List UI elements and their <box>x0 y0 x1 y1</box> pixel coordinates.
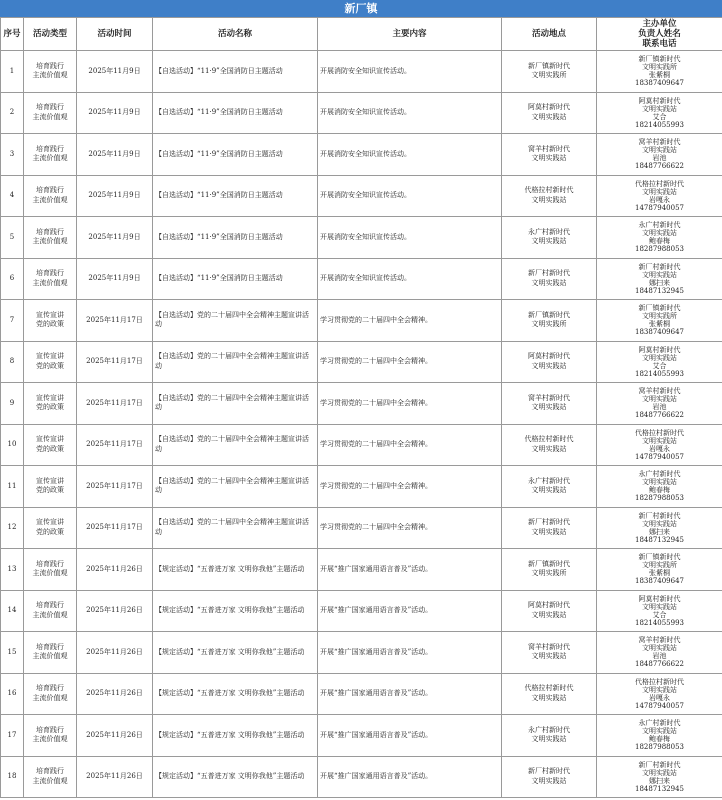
contact-person: 娜扫来 <box>649 527 670 536</box>
contact-phone: 18287988053 <box>635 743 684 752</box>
activity-name: 【规定活动】“五普进万家 文明你我他”主题活动 <box>153 632 318 674</box>
organizer-unit: 阿莫村新时代 <box>638 96 681 105</box>
activity-place: 新厂村新时代 文明实践站 <box>502 756 597 798</box>
table-row <box>1 341 722 383</box>
header-place: 活动地点 <box>502 18 597 51</box>
activity-date: 2025年11月9日 <box>77 175 153 217</box>
activity-type: 宣传宣讲 党的政策 <box>24 341 77 383</box>
row-number: 18 <box>1 756 24 798</box>
activity-type: 培育践行 主流价值观 <box>24 549 77 591</box>
activity-content: 学习贯彻党的二十届四中全会精神。 <box>318 424 502 466</box>
contact-person: 鲍春梅 <box>649 735 670 744</box>
activity-name: 【规定活动】“五普进万家 文明你我他”主题活动 <box>153 715 318 757</box>
header-name: 活动名称 <box>153 18 318 51</box>
activity-name: 【自选活动】党的二十届四中全会精神主题宣讲活动 <box>153 300 318 342</box>
contact-phone: 18487766622 <box>635 411 684 420</box>
contact-phone: 14787940057 <box>635 701 684 710</box>
organizer-unit: 代格拉村新时代 <box>635 677 684 686</box>
table-row <box>1 756 722 798</box>
organizer-cell <box>597 175 722 217</box>
organizer-unit: 文明实践站 <box>642 229 677 238</box>
organizer-unit: 文明实践站 <box>642 395 677 404</box>
activity-type: 培育践行 主流价值观 <box>24 92 77 134</box>
organizer-cell <box>597 590 722 632</box>
table-body <box>1 51 722 798</box>
organizer-unit: 新厂镇新时代 <box>638 553 681 562</box>
table-row <box>1 507 722 549</box>
activity-content: 学习贯彻党的二十届四中全会精神。 <box>318 383 502 425</box>
activity-content: 开展“推广国家通用语言普及”活动。 <box>318 549 502 591</box>
organizer-unit: 阿莫村新时代 <box>638 594 681 603</box>
activity-date: 2025年11月26日 <box>77 715 153 757</box>
activity-place: 窝羊村新时代 文明实践站 <box>502 632 597 674</box>
activity-date: 2025年11月17日 <box>77 300 153 342</box>
contact-phone: 18387409647 <box>635 79 684 88</box>
activity-place: 窝羊村新时代 文明实践站 <box>502 383 597 425</box>
organizer-unit: 文明实践站 <box>642 727 677 736</box>
activity-type: 培育践行 主流价值观 <box>24 51 77 93</box>
organizer-unit: 窝羊村新时代 <box>638 138 681 147</box>
activity-content: 开展“推广国家通用语言普及”活动。 <box>318 590 502 632</box>
row-number: 4 <box>1 175 24 217</box>
contact-phone: 18214055993 <box>635 618 684 627</box>
organizer-unit: 文明实践所 <box>642 312 677 321</box>
table-row <box>1 424 722 466</box>
contact-person: 张紫桐 <box>649 320 670 329</box>
table-row <box>1 590 722 632</box>
contact-phone: 18287988053 <box>635 494 684 503</box>
activity-name: 【规定活动】“五普进万家 文明你我他”主题活动 <box>153 590 318 632</box>
activity-table <box>0 17 722 798</box>
activity-date: 2025年11月9日 <box>77 134 153 176</box>
activity-content: 学习贯彻党的二十届四中全会精神。 <box>318 300 502 342</box>
activity-content: 开展“推广国家通用语言普及”活动。 <box>318 632 502 674</box>
activity-type: 培育践行 主流价值观 <box>24 715 77 757</box>
activity-name: 【自选活动】党的二十届四中全会精神主题宣讲活动 <box>153 466 318 508</box>
organizer-cell <box>597 134 722 176</box>
organizer-unit: 新厂村新时代 <box>638 262 681 271</box>
activity-date: 2025年11月17日 <box>77 507 153 549</box>
table-row <box>1 549 722 591</box>
header-row <box>1 18 722 51</box>
activity-date: 2025年11月9日 <box>77 217 153 259</box>
contact-phone: 18387409647 <box>635 577 684 586</box>
activity-date: 2025年11月17日 <box>77 383 153 425</box>
contact-person: 岩池 <box>652 403 667 412</box>
activity-content: 学习贯彻党的二十届四中全会精神。 <box>318 466 502 508</box>
activity-name: 【自选活动】“11·9”全国消防日主题活动 <box>153 258 318 300</box>
header-organizer: 主办单位 负责人姓名 联系电话 <box>597 18 722 51</box>
organizer-unit: 文明实践站 <box>642 353 677 362</box>
activity-content: 开展消防安全知识宣传活动。 <box>318 175 502 217</box>
header-no: 序号 <box>1 18 24 51</box>
organizer-unit: 阿莫村新时代 <box>638 345 681 354</box>
table-row <box>1 51 722 93</box>
contact-person: 艾合 <box>652 112 667 121</box>
organizer-unit: 文明实践站 <box>642 270 677 279</box>
activity-content: 学习贯彻党的二十届四中全会精神。 <box>318 507 502 549</box>
table-row <box>1 715 722 757</box>
organizer-unit: 新厂村新时代 <box>638 511 681 520</box>
organizer-cell <box>597 715 722 757</box>
contact-phone: 18287988053 <box>635 245 684 254</box>
activity-place: 新厂镇新时代 文明实践所 <box>502 51 597 93</box>
activity-name: 【自选活动】党的二十届四中全会精神主题宣讲活动 <box>153 424 318 466</box>
contact-person: 艾合 <box>652 610 667 619</box>
activity-date: 2025年11月26日 <box>77 590 153 632</box>
row-number: 6 <box>1 258 24 300</box>
table-row <box>1 175 722 217</box>
contact-person: 鲍春梅 <box>649 486 670 495</box>
activity-type: 宣传宣讲 党的政策 <box>24 383 77 425</box>
organizer-cell <box>597 756 722 798</box>
organizer-unit: 文明实践所 <box>642 63 677 72</box>
activity-place: 窝羊村新时代 文明实践站 <box>502 134 597 176</box>
organizer-cell <box>597 51 722 93</box>
activity-name: 【规定活动】“五普进万家 文明你我他”主题活动 <box>153 673 318 715</box>
header-content: 主要内容 <box>318 18 502 51</box>
table-row <box>1 383 722 425</box>
table-row <box>1 673 722 715</box>
activity-type: 宣传宣讲 党的政策 <box>24 507 77 549</box>
activity-content: 开展消防安全知识宣传活动。 <box>318 134 502 176</box>
activity-name: 【自选活动】“11·9”全国消防日主题活动 <box>153 175 318 217</box>
header-date: 活动时间 <box>77 18 153 51</box>
contact-phone: 18487132945 <box>635 286 684 295</box>
activity-content: 开展消防安全知识宣传活动。 <box>318 92 502 134</box>
activity-place: 新厂镇新时代 文明实践所 <box>502 300 597 342</box>
activity-place: 代格拉村新时代 文明实践站 <box>502 424 597 466</box>
contact-phone: 18214055993 <box>635 120 684 129</box>
row-number: 11 <box>1 466 24 508</box>
activity-place: 永广村新时代 文明实践站 <box>502 715 597 757</box>
activity-date: 2025年11月17日 <box>77 424 153 466</box>
activity-content: 开展消防安全知识宣传活动。 <box>318 258 502 300</box>
contact-phone: 18487766622 <box>635 660 684 669</box>
activity-date: 2025年11月9日 <box>77 51 153 93</box>
organizer-unit: 文明实践站 <box>642 602 677 611</box>
table-row <box>1 217 722 259</box>
activity-content: 开展“推广国家通用语言普及”活动。 <box>318 715 502 757</box>
activity-name: 【自选活动】“11·9”全国消防日主题活动 <box>153 92 318 134</box>
organizer-unit: 文明实践站 <box>642 104 677 113</box>
contact-person: 鲍春梅 <box>649 237 670 246</box>
activity-place: 阿莫村新时代 文明实践站 <box>502 92 597 134</box>
row-number: 7 <box>1 300 24 342</box>
organizer-cell <box>597 424 722 466</box>
row-number: 9 <box>1 383 24 425</box>
contact-person: 岩池 <box>652 154 667 163</box>
activity-date: 2025年11月9日 <box>77 258 153 300</box>
town-banner: 新厂镇 <box>0 0 722 17</box>
activity-type: 培育践行 主流价值观 <box>24 632 77 674</box>
contact-person: 岩嘎永 <box>649 693 670 702</box>
organizer-cell <box>597 466 722 508</box>
activity-name: 【自选活动】“11·9”全国消防日主题活动 <box>153 217 318 259</box>
organizer-cell <box>597 258 722 300</box>
activity-name: 【自选活动】党的二十届四中全会精神主题宣讲活动 <box>153 507 318 549</box>
row-number: 10 <box>1 424 24 466</box>
row-number: 16 <box>1 673 24 715</box>
table-row <box>1 632 722 674</box>
activity-content: 学习贯彻党的二十届四中全会精神。 <box>318 341 502 383</box>
row-number: 15 <box>1 632 24 674</box>
contact-phone: 14787940057 <box>635 203 684 212</box>
contact-person: 张紫桐 <box>649 71 670 80</box>
activity-content: 开展“推广国家通用语言普及”活动。 <box>318 756 502 798</box>
activity-type: 培育践行 主流价值观 <box>24 175 77 217</box>
contact-person: 艾合 <box>652 361 667 370</box>
activity-type: 培育践行 主流价值观 <box>24 590 77 632</box>
row-number: 3 <box>1 134 24 176</box>
activity-content: 开展消防安全知识宣传活动。 <box>318 217 502 259</box>
organizer-unit: 文明实践站 <box>642 478 677 487</box>
activity-type: 宣传宣讲 党的政策 <box>24 466 77 508</box>
activity-name: 【规定活动】“五普进万家 文明你我他”主题活动 <box>153 549 318 591</box>
organizer-unit: 永广村新时代 <box>638 470 681 479</box>
organizer-cell <box>597 673 722 715</box>
activity-type: 宣传宣讲 党的政策 <box>24 424 77 466</box>
activity-date: 2025年11月17日 <box>77 341 153 383</box>
contact-person: 岩嘎永 <box>649 195 670 204</box>
organizer-cell <box>597 217 722 259</box>
activity-name: 【规定活动】“五普进万家 文明你我他”主题活动 <box>153 756 318 798</box>
contact-person: 娜扫来 <box>649 776 670 785</box>
row-number: 2 <box>1 92 24 134</box>
organizer-unit: 永广村新时代 <box>638 719 681 728</box>
activity-content: 开展“推广国家通用语言普及”活动。 <box>318 673 502 715</box>
contact-person: 张紫桐 <box>649 569 670 578</box>
activity-name: 【自选活动】党的二十届四中全会精神主题宣讲活动 <box>153 341 318 383</box>
organizer-unit: 文明实践站 <box>642 685 677 694</box>
activity-type: 培育践行 主流价值观 <box>24 258 77 300</box>
row-number: 17 <box>1 715 24 757</box>
contact-person: 岩池 <box>652 652 667 661</box>
organizer-cell <box>597 341 722 383</box>
activity-place: 新厂村新时代 文明实践站 <box>502 258 597 300</box>
organizer-unit: 文明实践所 <box>642 561 677 570</box>
activity-place: 新厂镇新时代 文明实践所 <box>502 549 597 591</box>
organizer-unit: 永广村新时代 <box>638 221 681 230</box>
organizer-unit: 新厂镇新时代 <box>638 304 681 313</box>
activity-place: 代格拉村新时代 文明实践站 <box>502 175 597 217</box>
activity-place: 永广村新时代 文明实践站 <box>502 466 597 508</box>
activity-name: 【自选活动】党的二十届四中全会精神主题宣讲活动 <box>153 383 318 425</box>
organizer-unit: 文明实践站 <box>642 644 677 653</box>
row-number: 5 <box>1 217 24 259</box>
contact-phone: 14787940057 <box>635 452 684 461</box>
organizer-unit: 代格拉村新时代 <box>635 428 684 437</box>
activity-name: 【自选活动】“11·9”全国消防日主题活动 <box>153 134 318 176</box>
organizer-unit: 新厂村新时代 <box>638 760 681 769</box>
organizer-cell <box>597 383 722 425</box>
contact-phone: 18487132945 <box>635 535 684 544</box>
contact-phone: 18487132945 <box>635 784 684 793</box>
table-row <box>1 466 722 508</box>
contact-person: 娜扫来 <box>649 278 670 287</box>
organizer-cell <box>597 92 722 134</box>
organizer-unit: 窝羊村新时代 <box>638 387 681 396</box>
activity-date: 2025年11月9日 <box>77 92 153 134</box>
contact-person: 岩嘎永 <box>649 444 670 453</box>
organizer-cell <box>597 507 722 549</box>
activity-date: 2025年11月26日 <box>77 632 153 674</box>
activity-place: 永广村新时代 文明实践站 <box>502 217 597 259</box>
activity-type: 培育践行 主流价值观 <box>24 134 77 176</box>
table-row <box>1 300 722 342</box>
row-number: 13 <box>1 549 24 591</box>
activity-type: 培育践行 主流价值观 <box>24 673 77 715</box>
table-row <box>1 134 722 176</box>
row-number: 8 <box>1 341 24 383</box>
table-row <box>1 92 722 134</box>
activity-date: 2025年11月26日 <box>77 756 153 798</box>
activity-place: 阿莫村新时代 文明实践站 <box>502 341 597 383</box>
header-type: 活动类型 <box>24 18 77 51</box>
activity-place: 代格拉村新时代 文明实践站 <box>502 673 597 715</box>
organizer-cell <box>597 632 722 674</box>
organizer-unit: 文明实践站 <box>642 436 677 445</box>
activity-date: 2025年11月26日 <box>77 549 153 591</box>
organizer-cell <box>597 549 722 591</box>
activity-place: 新厂村新时代 文明实践站 <box>502 507 597 549</box>
activity-name: 【自选活动】“11·9”全国消防日主题活动 <box>153 51 318 93</box>
contact-phone: 18487766622 <box>635 162 684 171</box>
activity-place: 阿莫村新时代 文明实践站 <box>502 590 597 632</box>
table-row <box>1 258 722 300</box>
organizer-unit: 代格拉村新时代 <box>635 179 684 188</box>
organizer-unit: 新厂镇新时代 <box>638 55 681 64</box>
organizer-unit: 文明实践站 <box>642 768 677 777</box>
organizer-unit: 文明实践站 <box>642 146 677 155</box>
activity-type: 培育践行 主流价值观 <box>24 756 77 798</box>
row-number: 1 <box>1 51 24 93</box>
activity-date: 2025年11月17日 <box>77 466 153 508</box>
activity-type: 培育践行 主流价值观 <box>24 217 77 259</box>
contact-phone: 18387409647 <box>635 328 684 337</box>
activity-type: 宣传宣讲 党的政策 <box>24 300 77 342</box>
activity-date: 2025年11月26日 <box>77 673 153 715</box>
activity-content: 开展消防安全知识宣传活动。 <box>318 51 502 93</box>
organizer-cell <box>597 300 722 342</box>
organizer-unit: 文明实践站 <box>642 187 677 196</box>
row-number: 12 <box>1 507 24 549</box>
organizer-unit: 窝羊村新时代 <box>638 636 681 645</box>
organizer-unit: 文明实践站 <box>642 519 677 528</box>
row-number: 14 <box>1 590 24 632</box>
contact-phone: 18214055993 <box>635 369 684 378</box>
